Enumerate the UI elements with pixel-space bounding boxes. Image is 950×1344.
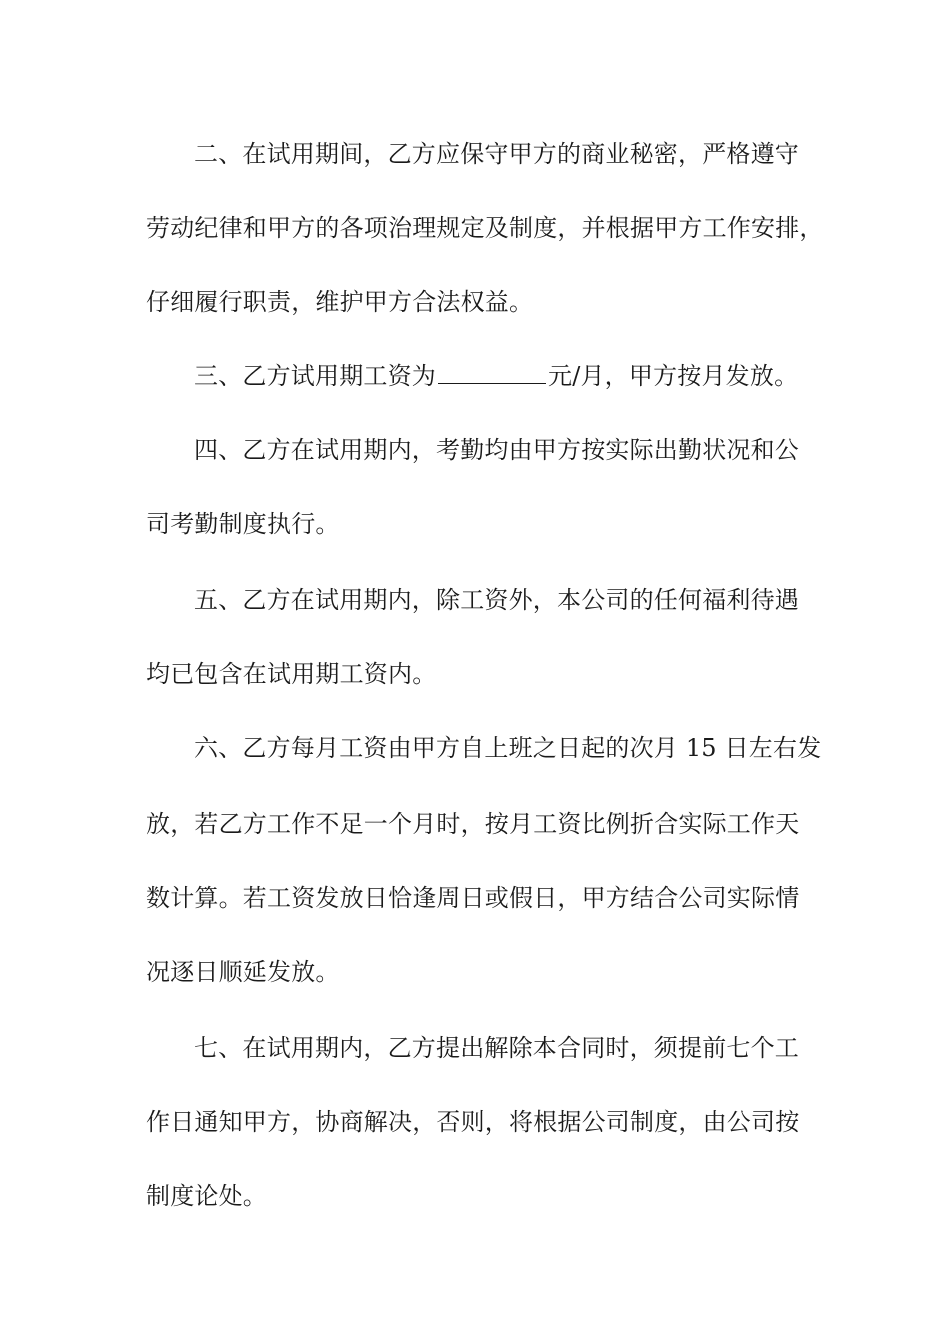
- clause-4-line-1: 四、乙方在试用期内，考勤均由甲方按实际出勤状况和公: [194, 436, 799, 464]
- clause-7-line-3: 制度论处。: [146, 1182, 267, 1210]
- clause-2-line-1: 二、在试用期间，乙方应保守甲方的商业秘密，严格遵守: [194, 140, 799, 168]
- clause-6-line-4: 况逐日顺延发放。: [146, 958, 340, 986]
- clause-5-line-2: 均已包含在试用期工资内。: [146, 660, 437, 688]
- clause-7-line-1: 七、在试用期内，乙方提出解除本合同时，须提前七个工: [194, 1034, 799, 1062]
- clause-4-line-2: 司考勤制度执行。: [146, 510, 340, 538]
- clause-2-line-2: 劳动纪律和甲方的各项治理规定及制度，并根据甲方工作安排，: [146, 214, 824, 242]
- clause-6-line-2: 放，若乙方工作不足一个月时，按月工资比例折合实际工作天: [146, 810, 800, 838]
- clause-7-line-2: 作日通知甲方，协商解决，否则，将根据公司制度，由公司按: [146, 1108, 800, 1136]
- clause-3-text-before-blank: 三、乙方试用期工资为: [194, 362, 436, 390]
- salary-blank: [438, 361, 546, 384]
- clause-3-text-after-blank: 元/月，甲方按月发放。: [548, 362, 799, 390]
- clause-2-line-3: 仔细履行职责，维护甲方合法权益。: [146, 288, 534, 316]
- clause-6-line-3: 数计算。若工资发放日恰逢周日或假日，甲方结合公司实际情: [146, 884, 800, 912]
- clause-5-line-1: 五、乙方在试用期内，除工资外，本公司的任何福利待遇: [194, 586, 799, 614]
- clause-3-line-1: [194, 356, 814, 396]
- clause-6-line-1: 六、乙方每月工资由甲方自上班之日起的次月 15 日左右发: [194, 734, 822, 762]
